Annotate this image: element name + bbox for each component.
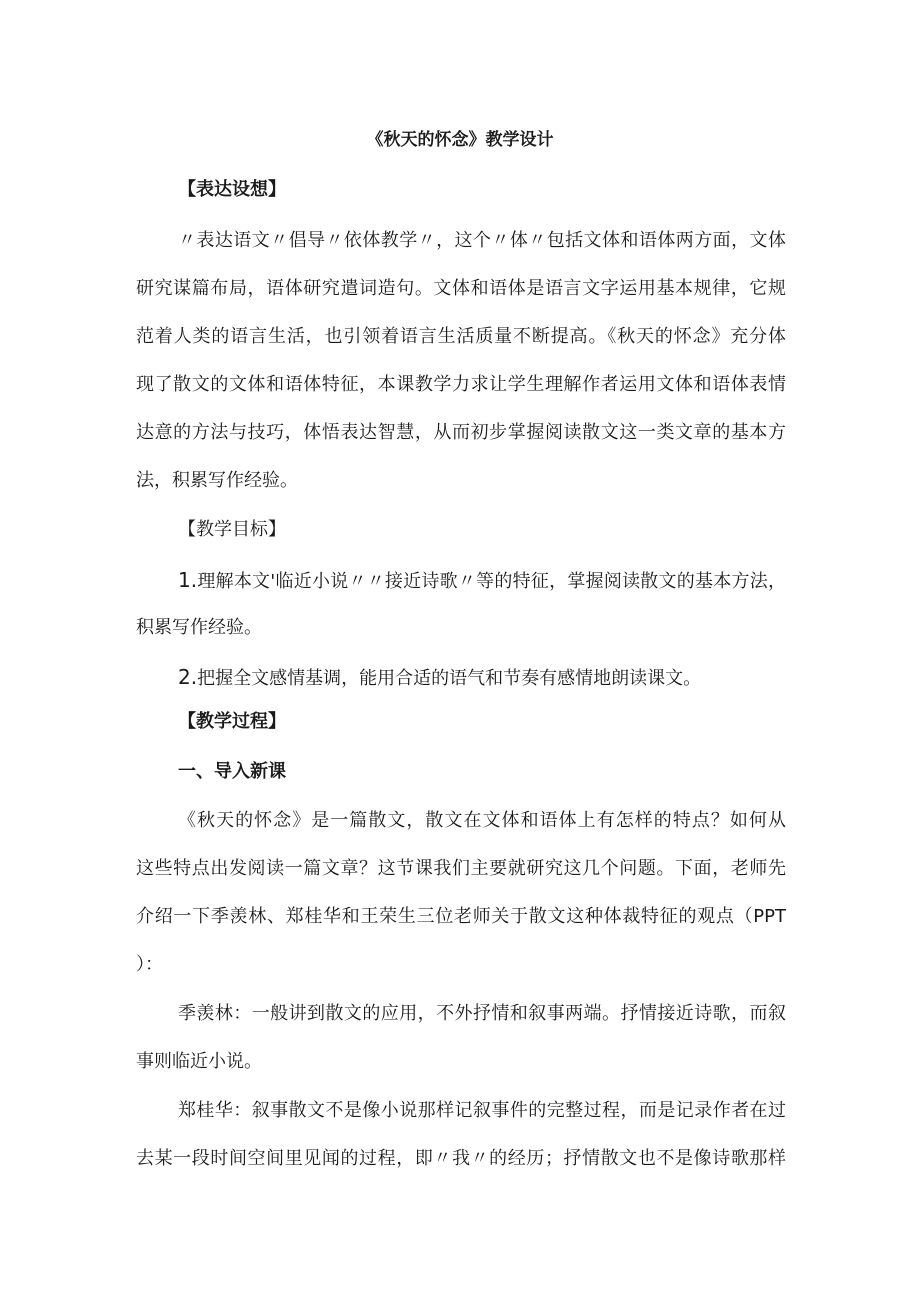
section-heading-goals: 【教学目标】	[178, 519, 286, 540]
paragraph-line: 现了散文的文体和语体特征，本课教学力求让学生理解作者运用文体和语体表情	[136, 374, 786, 395]
paragraph-expression	[136, 217, 786, 505]
goal-item-1	[136, 556, 786, 652]
paragraph-zheng-guihua	[136, 1087, 786, 1183]
paragraph-line: 介绍一下季羡林、郑桂华和王荣生三位老师关于散文这种体裁特征的观点（PPT	[136, 906, 786, 927]
paragraph-line: 季羡林：一般讲到散文的应用，不外抒情和叙事两端。抒情接近诗歌，而叙	[178, 1003, 786, 1024]
paragraph-line: 郑桂华：叙事散文不是像小说那样记叙事件的完整过程，而是记录作者在过	[178, 1100, 786, 1121]
subsection-heading-intro: 一、导入新课	[178, 761, 286, 782]
document-title: 《秋天的怀念》教学设计	[366, 130, 554, 150]
paragraph-line: 去某一段时间空间里见闻的过程，即〃我〃的经历；抒情散文也不是像诗歌那样	[136, 1148, 786, 1169]
goal-text: 理解本文'临近小说〃〃接近诗歌〃等的特征，掌握阅读散文的基本方法，	[197, 571, 786, 592]
goal-text: 把握全文感情基调，能用合适的语气和节奏有感情地朗读课文。	[197, 668, 702, 689]
paragraph-line: 法，积累写作经验。	[136, 470, 298, 491]
paragraph-ji-xianlin	[136, 990, 786, 1086]
paragraph-line: 研究谋篇布局，语体研究遣词造句。文体和语体是语言文字运用基本规律，它规	[136, 278, 786, 299]
paragraph-line: 达意的方法与技巧，体悟表达智慧，从而初步掌握阅读散文这一类文章的基本方	[136, 422, 786, 443]
section-heading-process: 【教学过程】	[178, 711, 286, 732]
goal-number: 1.	[178, 568, 198, 592]
goal-line	[136, 653, 786, 701]
goal-line: 积累写作经验。	[136, 617, 262, 638]
paragraph-line: 这些特点出发阅读一篇文章？这节课我们主要就研究这几个问题。下面，老师先	[136, 858, 786, 879]
paragraph-line: ）：	[136, 954, 163, 975]
paragraph-intro	[136, 797, 786, 989]
paragraph-line: 《秋天的怀念》是一篇散文，散文在文体和语体上有怎样的特点？如何从	[178, 810, 786, 831]
goal-item-2	[136, 653, 786, 701]
goal-number: 2.	[178, 665, 198, 689]
paragraph-line: 事则临近小说。	[136, 1051, 262, 1072]
paragraph-line: 范着人类的语言生活，也引领着语言生活质量不断提高。《秋天的怀念》充分体	[136, 326, 786, 347]
goal-line	[136, 556, 786, 604]
section-heading-expression: 【表达设想】	[178, 179, 286, 200]
paragraph-line: 〃表达语文〃倡导〃依体教学〃，这个〃体〃包括文体和语体两方面，文体	[178, 230, 786, 251]
